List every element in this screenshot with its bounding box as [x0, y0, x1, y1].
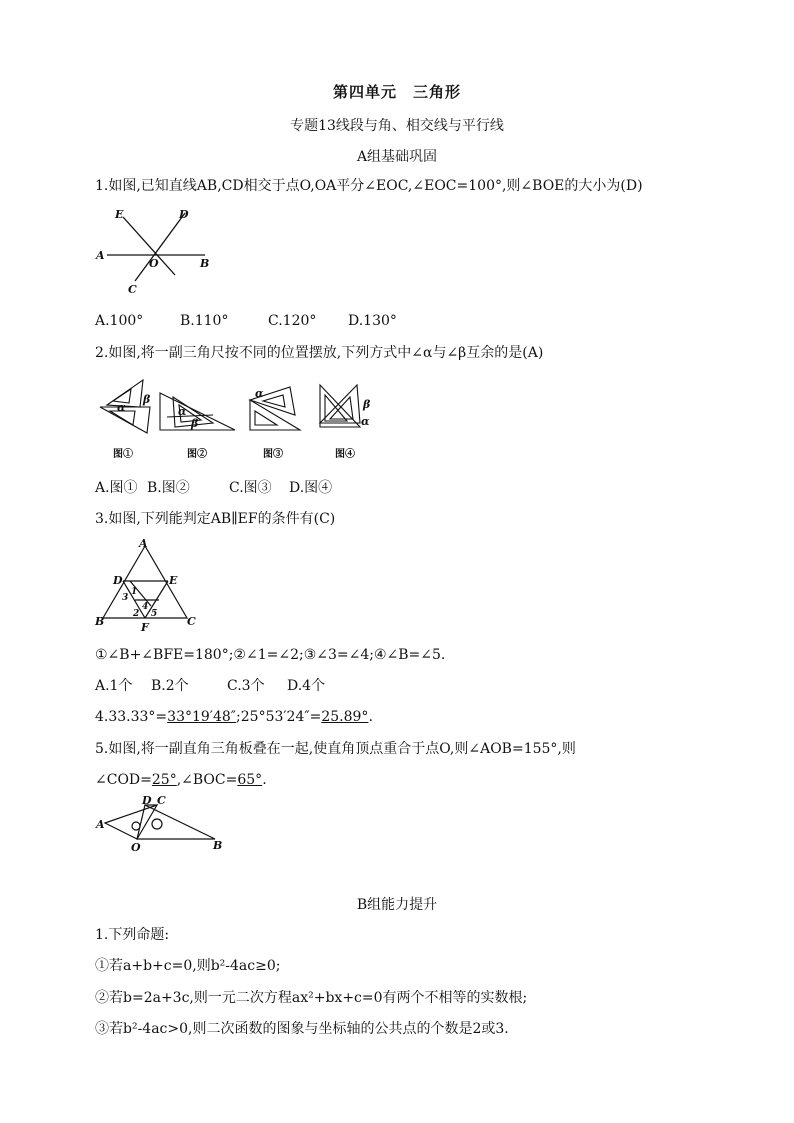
q1-label-d: D	[179, 208, 189, 221]
b-q1-item-3: ③若b²-4ac>0,则二次函数的图象与坐标轴的公共点的个数是2或3.	[95, 1021, 509, 1037]
b-q1-item-2: ②若b=2a+3c,则一元二次方程ax²+bx+c=0有两个不相等的实数根;	[95, 990, 528, 1006]
q2-option-b: B.图②	[147, 480, 190, 496]
q3-label-c: C	[187, 615, 196, 628]
q2-fig3-alpha: α	[255, 387, 264, 400]
q2-fig1-alpha: α	[117, 401, 126, 414]
unit-title: 第四单元 三角形	[332, 83, 461, 101]
q2-caption-3: 图③	[263, 449, 283, 460]
q1-option-d: D.130°	[348, 313, 397, 329]
q5-label-a: A	[96, 818, 105, 831]
q2-fig2-alpha: α	[178, 405, 187, 418]
q5-label-c: C	[157, 794, 166, 807]
q2-options	[95, 479, 332, 497]
q5-stem: 5.如图,将一副直角三角板叠在一起,使直角顶点重合于点O,则∠AOB=155°,则	[95, 741, 576, 757]
q2-stem: 2.如图,将一副三角尺按不同的位置摆放,下列方式中∠α与∠β互余的是(A)	[95, 345, 544, 361]
q2-fig4-alpha: α	[361, 415, 370, 428]
q2-figure-4	[320, 385, 360, 427]
q2-caption-4: 图④	[335, 449, 355, 460]
q3-stem: 3.如图,下列能判定AB∥EF的条件有(C)	[95, 511, 336, 527]
b-q1-stem: 1.下列命题:	[95, 927, 170, 943]
q1-option-c: C.120°	[268, 313, 317, 329]
q4-middle: ;25°53′24″=	[236, 709, 322, 725]
q3-figure	[95, 538, 210, 633]
q1-label-a: A	[96, 249, 105, 262]
q1-stem: 1.如图,已知直线AB,CD相交于点O,OA平分∠EOC,∠EOC=100°,则∠BOE的大小为(D)	[95, 178, 643, 194]
q2-fig2-beta: β	[191, 417, 199, 430]
q1-option-a: A.100°	[95, 313, 144, 329]
q2-option-c: C.图③	[229, 480, 272, 496]
q4-answer-1: 33°19′48″	[167, 709, 237, 725]
q2-figure	[95, 375, 385, 463]
q1-option-b: B.110°	[180, 313, 229, 329]
q3-label-a: A	[139, 537, 148, 550]
q1-figure	[95, 205, 225, 300]
group-a-heading: A组基础巩固	[356, 149, 438, 165]
q5-label-o: O	[131, 841, 141, 854]
q3-option-a: A.1个	[95, 678, 133, 694]
q3-label-d: D	[113, 574, 123, 587]
q2-option-d: D.图④	[289, 480, 333, 496]
q5-label-b: B	[213, 839, 223, 852]
q5-answer-2: 65°	[237, 772, 263, 788]
q2-fig4-beta: β	[363, 398, 371, 411]
q3-label-3: 3	[122, 593, 129, 603]
b-q1-item-1: ①若a+b+c=0,则b²-4ac≥0;	[95, 958, 281, 974]
q2-fig1-beta: β	[143, 393, 151, 406]
q5-figure	[95, 795, 230, 855]
q3-label-1: 1	[131, 587, 138, 597]
q4-suffix: .	[368, 709, 373, 725]
q5-answer-line	[95, 771, 267, 789]
topic-subtitle: 专题13线段与角、相交线与平行线	[290, 118, 504, 134]
q1-options	[95, 312, 397, 330]
q1-label-e: E	[115, 208, 124, 221]
q5-middle: ,∠BOC=	[176, 772, 238, 788]
q3-label-b: B	[95, 615, 105, 628]
q4-prefix: 4.33.33°=	[95, 709, 168, 725]
q2-option-a: A.图①	[95, 480, 138, 496]
q5-prefix: ∠COD=	[95, 772, 152, 788]
q3-label-f: F	[141, 621, 149, 634]
q3-label-4: 4	[142, 602, 149, 612]
q3-option-c: C.3个	[227, 678, 265, 694]
q5-answer-1: 25°	[151, 772, 177, 788]
q2-caption-2: 图②	[187, 449, 207, 460]
q3-label-e: E	[169, 574, 178, 587]
group-b-heading: B组能力提升	[356, 897, 438, 913]
q5-label-d: D	[142, 794, 152, 807]
q1-label-o: O	[149, 257, 159, 270]
q3-option-d: D.4个	[287, 678, 326, 694]
q3-options	[95, 677, 325, 695]
q3-option-b: B.2个	[151, 678, 189, 694]
q3-label-2: 2	[133, 609, 140, 619]
q1-label-b: B	[200, 257, 210, 270]
q3-conditions: ①∠B+∠BFE=180°;②∠1=∠2;③∠3=∠4;④∠B=∠5.	[95, 647, 446, 663]
q4-line	[95, 708, 373, 726]
q1-label-c: C	[128, 283, 137, 296]
q4-answer-2: 25.89°	[321, 709, 369, 725]
q3-label-5: 5	[151, 609, 158, 619]
q2-caption-1: 图①	[113, 449, 133, 460]
q5-suffix: .	[262, 772, 267, 788]
